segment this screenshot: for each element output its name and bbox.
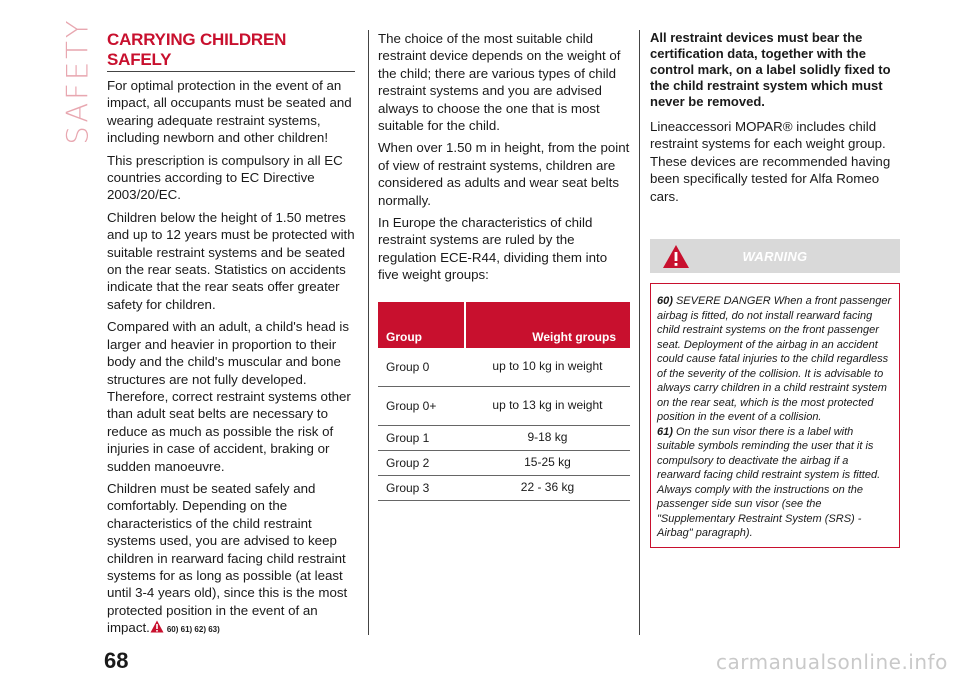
- column-2: [378, 30, 630, 501]
- warning-text: SEVERE DANGER When a front passenger airbag is fitted, do not install rearward facing child restraint systems on the front passenger seat. Deployment of the airbag in an accident could cause fatal injuries to the child regardless of the severity of the collision. It is advisable to always carry children in a child restraint system on the rear seat, which is the most protected position in the event of a collision.: [657, 295, 892, 424]
- paragraph-last: [107, 480, 355, 639]
- group-cell: Group 0+: [378, 386, 465, 425]
- column-1: [107, 30, 355, 644]
- warning-number: 61): [657, 425, 673, 438]
- paragraph: Children below the height of 1.50 metres and up to 12 years must be protected with suitable restraint systems and be seated on the rear seats. Statistics on accidents indicate that the rear seats offer greater safety for children.: [107, 209, 355, 312]
- paragraph: When over 1.50 m in height, from the point of view of restraint systems, children are considered as adults and wear seat belts normally.: [378, 140, 630, 208]
- group-cell: Group 1: [378, 425, 465, 450]
- group-cell: Group 2: [378, 450, 465, 475]
- paragraph: This prescription is compulsory in all EC countries according to EC Directive 2003/20/EC.: [107, 152, 343, 203]
- paragraph: The choice of the most suitable child restraint device depends on the weight of the child; there are various types of child restraint systems and you are advised always to choose the one that is most suitable for the child.: [378, 31, 621, 134]
- header-weight: Weight groups: [465, 302, 630, 348]
- group-cell: Group 0: [378, 348, 465, 387]
- weight-groups-table: [378, 302, 630, 501]
- warning-triangle-icon: [150, 620, 164, 633]
- group-cell: Group 3: [378, 475, 465, 500]
- table-header-row: [378, 302, 630, 348]
- paragraph: Lineaccessori MOPAR® includes child restraint systems for each weight group. These devices are recommended having been specifically tested for Alfa Romeo cars.: [650, 119, 891, 204]
- table-row: [378, 425, 630, 450]
- warning-header: [650, 239, 900, 273]
- paragraph: Compared with an adult, a child's head is larger and heavier in proportion to their body and the child's muscular and bone structures are not fully developed. Therefore, correct restraint systems other than adult seat belts are necessary to reduce as much as possible the risk of injuries in case of accident, braking or sudden manoeuvre.: [107, 319, 351, 474]
- weight-cell: 22 - 36 kg: [465, 475, 630, 500]
- table-row: [378, 386, 630, 425]
- warning-box: [650, 283, 900, 548]
- warning-title: WARNING: [742, 249, 808, 265]
- column-divider: [368, 30, 369, 635]
- section-title: CARRYING CHILDREN SAFELY: [107, 30, 355, 72]
- table-row: [378, 450, 630, 475]
- weight-cell: 15-25 kg: [465, 450, 630, 475]
- column-divider: [639, 30, 640, 635]
- column-3: [650, 30, 900, 548]
- paragraph-text: Children must be seated safely and comfortably. Depending on the characteristics of the child restraint systems used, you are advised to keep children in rearward facing child restraint systems for as long as possible (at least until 3-4 years old), since this is the most protected position in the event of an impact.: [107, 480, 348, 636]
- section-side-label: [52, 17, 95, 145]
- table-row: [378, 348, 630, 387]
- weight-cell: 9-18 kg: [465, 425, 630, 450]
- weight-cell: up to 13 kg in weight: [465, 386, 630, 425]
- weight-cell: up to 10 kg in weight: [465, 348, 630, 387]
- warning-references[interactable]: 60) 61) 62) 63): [166, 625, 220, 635]
- header-group: Group: [378, 302, 465, 348]
- warning-text: On the sun visor there is a label with suitable symbols reminding the user that it is compulsory to deactivate the airbag if a rearward facing child restraint system is fitted. Always comply with the instructions on the passenger side sun visor (see the "Supplementary Restraint System (SRS) - Airbag" paragraph).: [657, 425, 881, 540]
- paragraph: For optimal protection in the event of an impact, all occupants must be seated and wearing adequate restraint systems, including newborn and other children!: [107, 78, 352, 146]
- watermark: carmanualsonline.info: [716, 650, 948, 674]
- side-label-text: SAFETY: [60, 17, 95, 145]
- warning-number: 60): [657, 295, 673, 308]
- certification-note: All restraint devices must bear the certification data, together with the control mark, on a label solidly fixed to the child restraint system which must never be removed.: [650, 30, 891, 109]
- table-row: [378, 475, 630, 500]
- page-number: 68: [104, 648, 129, 673]
- paragraph: In Europe the characteristics of child restraint systems are ruled by the regulation ECE-R44, dividing them into five weight groups:: [378, 215, 608, 283]
